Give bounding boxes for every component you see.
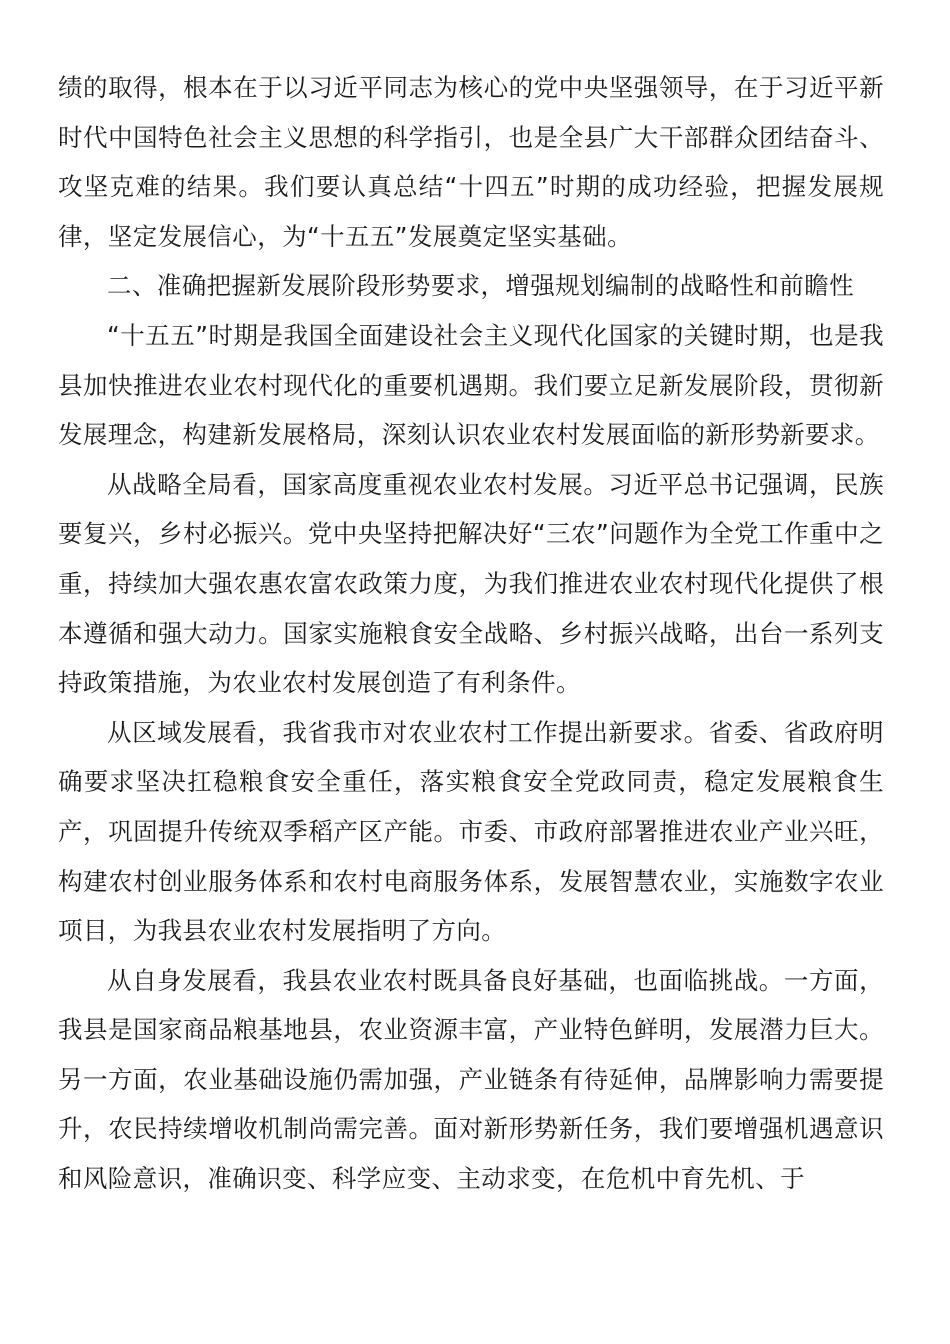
paragraph-regional-development: 从区域发展看，我省我市对农业农村工作提出新要求。省委、省政府明确要求坚决扛稳粮食安全重任，落实粮食安全党政同责，稳定发展粮食生产，巩固提升传统双季稻产区产能。市委、市政府部署推进农业产业兴旺，构建农村创业服务体系和农村电商服务体系，发展智慧农业，实施数字农业项目，为我县农业农村发展指明了方向。 (58, 717, 884, 946)
paragraph-continuation: 绩的取得，根本在于以习近平同志为核心的党中央坚强领导，在于习近平新时代中国特色社会主义思想的科学指引，也是全县广大干部群众团结奋斗、攻坚克难的结果。我们要认真总结“十四五”时期的成功经验，把握发展规律，坚定发展信心，为“十五五”发展奠定坚实基础。 (58, 73, 884, 251)
paragraph-strategic-overview: 从战略全局看，国家高度重视农业农村发展。习近平总书记强调，民族要复兴，乡村必振兴。党中央坚持把解决好“三农”问题作为全党工作重中之重，持续加大强农惠农富农政策力度，为我们推进农业农村现代化提供了根本遵循和强大动力。国家实施粮食安全战略、乡村振兴战略，出台一系列支持政策措施，为农业农村发展创造了有利条件。 (58, 469, 884, 698)
paragraph-period-overview: “十五五”时期是我国全面建设社会主义现代化国家的关键时期，也是我县加快推进农业农村现代化的重要机遇期。我们要立足新发展阶段，贯彻新发展理念，构建新发展格局，深刻认识农业农村发展面临的新形势新要求。 (58, 320, 884, 450)
document-body (58, 63, 884, 1204)
paragraph-self-development: 从自身发展看，我县农业农村既具备良好基础，也面临挑战。一方面，我县是国家商品粮基地县，农业资源丰富，产业特色鲜明，发展潜力巨大。另一方面，农业基础设施仍需加强，产业链条有待延伸，品牌影响力需要提升，农民持续增收机制尚需完善。面对新形势新任务，我们要增强机遇意识和风险意识，准确识变、科学应变、主动求变，在危机中育先机、于 (58, 965, 884, 1194)
section-heading: 二、准确把握新发展阶段形势要求，增强规划编制的战略性和前瞻性 (107, 271, 854, 301)
